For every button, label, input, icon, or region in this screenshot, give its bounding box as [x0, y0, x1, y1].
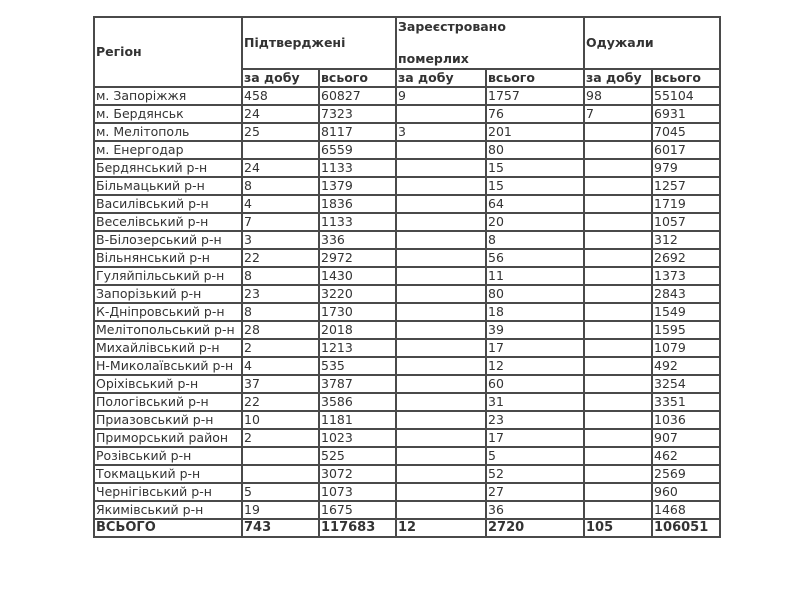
cell-recovered-total: 1549 [652, 303, 720, 321]
cell-confirmed-total: 2018 [319, 321, 396, 339]
cell-confirmed-day: 24 [242, 105, 319, 123]
cell-region: Мелітопольський р-н [94, 321, 242, 339]
cell-confirmed-total: 1730 [319, 303, 396, 321]
subheader-recovered-day: за добу [584, 69, 652, 87]
cell-recovered-day [584, 231, 652, 249]
cell-deaths-day [396, 105, 486, 123]
table-row [94, 321, 720, 339]
total-cell-deaths-day: 12 [396, 519, 486, 537]
cell-region: Василівський р-н [94, 195, 242, 213]
cell-deaths-total: 15 [486, 159, 584, 177]
cell-confirmed-total: 1675 [319, 501, 396, 519]
cell-confirmed-day: 19 [242, 501, 319, 519]
table-row [94, 159, 720, 177]
cell-deaths-day [396, 483, 486, 501]
cell-deaths-total: 1757 [486, 87, 584, 105]
cell-recovered-day [584, 141, 652, 159]
cell-recovered-total: 312 [652, 231, 720, 249]
cell-recovered-total: 907 [652, 429, 720, 447]
subheader-deaths-day: за добу [396, 69, 486, 87]
cell-deaths-day [396, 429, 486, 447]
cell-recovered-total: 1373 [652, 267, 720, 285]
cell-recovered-day [584, 303, 652, 321]
cell-region: Вільнянський р-н [94, 249, 242, 267]
total-cell-confirmed-total: 117683 [319, 519, 396, 537]
cell-recovered-total: 3351 [652, 393, 720, 411]
cell-deaths-day [396, 159, 486, 177]
cell-recovered-day [584, 357, 652, 375]
cell-confirmed-total: 6559 [319, 141, 396, 159]
cell-region: К-Дніпровський р-н [94, 303, 242, 321]
cell-confirmed-day: 22 [242, 393, 319, 411]
cell-recovered-total: 960 [652, 483, 720, 501]
cell-deaths-day [396, 465, 486, 483]
cell-region: Токмацький р-н [94, 465, 242, 483]
cell-confirmed-day: 5 [242, 483, 319, 501]
cell-region: Приморський район [94, 429, 242, 447]
cell-recovered-day: 98 [584, 87, 652, 105]
covid-statistics-table [93, 16, 721, 538]
table-row [94, 375, 720, 393]
table-row [94, 447, 720, 465]
cell-deaths-total: 31 [486, 393, 584, 411]
table-row [94, 429, 720, 447]
cell-recovered-day [584, 123, 652, 141]
cell-deaths-day [396, 357, 486, 375]
cell-deaths-day [396, 501, 486, 519]
total-cell-confirmed-day: 743 [242, 519, 319, 537]
table-row [94, 123, 720, 141]
cell-recovered-total: 2692 [652, 249, 720, 267]
cell-deaths-day [396, 285, 486, 303]
cell-confirmed-total: 1181 [319, 411, 396, 429]
table-row [94, 87, 720, 105]
cell-recovered-total: 979 [652, 159, 720, 177]
total-cell-recovered-total: 106051 [652, 519, 720, 537]
cell-recovered-day [584, 393, 652, 411]
cell-region: м. Бердянськ [94, 105, 242, 123]
cell-deaths-total: 8 [486, 231, 584, 249]
cell-deaths-total: 20 [486, 213, 584, 231]
cell-recovered-day [584, 267, 652, 285]
total-cell-recovered-day: 105 [584, 519, 652, 537]
table-row [94, 213, 720, 231]
cell-confirmed-total: 336 [319, 231, 396, 249]
subheader-deaths-total: всього [486, 69, 584, 87]
cell-confirmed-total: 1836 [319, 195, 396, 213]
cell-deaths-day [396, 195, 486, 213]
header-deaths [396, 17, 584, 69]
cell-recovered-day [584, 375, 652, 393]
cell-confirmed-day: 10 [242, 411, 319, 429]
cell-region: Якимівський р-н [94, 501, 242, 519]
cell-confirmed-total: 8117 [319, 123, 396, 141]
cell-confirmed-day: 25 [242, 123, 319, 141]
cell-recovered-day [584, 429, 652, 447]
cell-confirmed-day: 37 [242, 375, 319, 393]
cell-recovered-total: 1468 [652, 501, 720, 519]
cell-deaths-total: 36 [486, 501, 584, 519]
cell-recovered-day [584, 447, 652, 465]
cell-confirmed-total: 60827 [319, 87, 396, 105]
cell-deaths-total: 27 [486, 483, 584, 501]
cell-recovered-day [584, 411, 652, 429]
header-deaths-line1: Зареєстровано [398, 19, 506, 34]
cell-confirmed-total: 1133 [319, 159, 396, 177]
cell-recovered-total: 2569 [652, 465, 720, 483]
cell-deaths-total: 23 [486, 411, 584, 429]
cell-recovered-total: 7045 [652, 123, 720, 141]
cell-region: Веселівський р-н [94, 213, 242, 231]
cell-confirmed-day [242, 141, 319, 159]
cell-recovered-total: 492 [652, 357, 720, 375]
table-row [94, 411, 720, 429]
cell-recovered-total: 1257 [652, 177, 720, 195]
cell-confirmed-total: 3072 [319, 465, 396, 483]
cell-region: Більмацький р-н [94, 177, 242, 195]
cell-recovered-day [584, 213, 652, 231]
table-row [94, 195, 720, 213]
cell-deaths-day [396, 321, 486, 339]
cell-confirmed-day [242, 447, 319, 465]
cell-region: Запорізький р-н [94, 285, 242, 303]
cell-recovered-day: 7 [584, 105, 652, 123]
total-cell-region: ВСЬОГО [94, 519, 242, 537]
cell-deaths-day [396, 447, 486, 465]
cell-confirmed-total: 2972 [319, 249, 396, 267]
cell-region: Михайлівський р-н [94, 339, 242, 357]
cell-region: Розівський р-н [94, 447, 242, 465]
cell-confirmed-total: 3787 [319, 375, 396, 393]
cell-deaths-day: 9 [396, 87, 486, 105]
cell-deaths-day [396, 375, 486, 393]
subheader-confirmed-day: за добу [242, 69, 319, 87]
cell-region: В-Білозерський р-н [94, 231, 242, 249]
cell-region: Гуляйпільський р-н [94, 267, 242, 285]
table-row [94, 249, 720, 267]
cell-confirmed-day: 2 [242, 339, 319, 357]
cell-region: Н-Миколаївський р-н [94, 357, 242, 375]
cell-region: Оріхівський р-н [94, 375, 242, 393]
cell-recovered-total: 6931 [652, 105, 720, 123]
cell-recovered-total: 1719 [652, 195, 720, 213]
cell-recovered-total: 1079 [652, 339, 720, 357]
cell-confirmed-day: 28 [242, 321, 319, 339]
cell-confirmed-day: 22 [242, 249, 319, 267]
cell-confirmed-day: 2 [242, 429, 319, 447]
cell-region: Приазовський р-н [94, 411, 242, 429]
cell-recovered-day [584, 465, 652, 483]
subheader-recovered-total: всього [652, 69, 720, 87]
cell-confirmed-day: 4 [242, 357, 319, 375]
cell-recovered-day [584, 339, 652, 357]
cell-confirmed-total: 535 [319, 357, 396, 375]
cell-recovered-day [584, 483, 652, 501]
cell-confirmed-day: 458 [242, 87, 319, 105]
cell-deaths-total: 56 [486, 249, 584, 267]
cell-confirmed-total: 1023 [319, 429, 396, 447]
cell-deaths-total: 17 [486, 429, 584, 447]
cell-confirmed-total: 525 [319, 447, 396, 465]
cell-confirmed-day: 8 [242, 303, 319, 321]
cell-region: Бердянський р-н [94, 159, 242, 177]
cell-deaths-total: 64 [486, 195, 584, 213]
cell-deaths-day [396, 411, 486, 429]
cell-recovered-day [584, 249, 652, 267]
cell-confirmed-total: 3220 [319, 285, 396, 303]
cell-deaths-total: 52 [486, 465, 584, 483]
table-row [94, 303, 720, 321]
header-row-groups [94, 17, 720, 69]
header-recovered: Одужали [584, 17, 720, 69]
cell-recovered-total: 2843 [652, 285, 720, 303]
header-deaths-line2: померлих [398, 51, 469, 66]
table-row [94, 231, 720, 249]
cell-deaths-total: 39 [486, 321, 584, 339]
table-row [94, 501, 720, 519]
cell-recovered-total: 55104 [652, 87, 720, 105]
cell-deaths-total: 17 [486, 339, 584, 357]
table-row [94, 285, 720, 303]
cell-recovered-day [584, 321, 652, 339]
cell-confirmed-day: 3 [242, 231, 319, 249]
cell-confirmed-day: 4 [242, 195, 319, 213]
cell-region: Чернігівський р-н [94, 483, 242, 501]
cell-deaths-day [396, 141, 486, 159]
cell-recovered-total: 1595 [652, 321, 720, 339]
cell-deaths-day [396, 303, 486, 321]
cell-deaths-day [396, 267, 486, 285]
cell-deaths-day [396, 393, 486, 411]
table-row [94, 465, 720, 483]
cell-confirmed-total: 1430 [319, 267, 396, 285]
cell-recovered-day [584, 285, 652, 303]
cell-region: м. Запоріжжя [94, 87, 242, 105]
table-row [94, 105, 720, 123]
table-row [94, 393, 720, 411]
cell-deaths-day [396, 213, 486, 231]
cell-deaths-total: 80 [486, 285, 584, 303]
cell-deaths-total: 201 [486, 123, 584, 141]
total-cell-deaths-total: 2720 [486, 519, 584, 537]
cell-recovered-total: 3254 [652, 375, 720, 393]
subheader-confirmed-total: всього [319, 69, 396, 87]
table-row [94, 141, 720, 159]
cell-confirmed-total: 3586 [319, 393, 396, 411]
cell-deaths-total: 15 [486, 177, 584, 195]
cell-deaths-total: 12 [486, 357, 584, 375]
cell-deaths-total: 60 [486, 375, 584, 393]
table-row [94, 177, 720, 195]
cell-confirmed-total: 7323 [319, 105, 396, 123]
table-row [94, 339, 720, 357]
table-row [94, 357, 720, 375]
cell-confirmed-total: 1379 [319, 177, 396, 195]
cell-deaths-total: 80 [486, 141, 584, 159]
cell-recovered-day [584, 159, 652, 177]
cell-region: м. Енергодар [94, 141, 242, 159]
cell-confirmed-day: 7 [242, 213, 319, 231]
cell-confirmed-day: 24 [242, 159, 319, 177]
cell-recovered-day [584, 177, 652, 195]
cell-deaths-day [396, 249, 486, 267]
cell-recovered-day [584, 195, 652, 213]
cell-deaths-total: 18 [486, 303, 584, 321]
cell-deaths-total: 5 [486, 447, 584, 465]
table-row [94, 483, 720, 501]
cell-region: м. Мелітополь [94, 123, 242, 141]
cell-deaths-total: 76 [486, 105, 584, 123]
cell-recovered-total: 462 [652, 447, 720, 465]
cell-confirmed-day: 8 [242, 267, 319, 285]
cell-confirmed-day: 8 [242, 177, 319, 195]
cell-recovered-day [584, 501, 652, 519]
table-row [94, 267, 720, 285]
cell-deaths-day [396, 177, 486, 195]
header-region: Регіон [94, 17, 242, 87]
cell-recovered-total: 1036 [652, 411, 720, 429]
cell-region: Пологівський р-н [94, 393, 242, 411]
cell-deaths-day [396, 339, 486, 357]
cell-confirmed-day [242, 465, 319, 483]
cell-confirmed-total: 1073 [319, 483, 396, 501]
cell-confirmed-total: 1213 [319, 339, 396, 357]
header-confirmed: Підтверджені [242, 17, 396, 69]
cell-deaths-day [396, 231, 486, 249]
total-row [94, 519, 720, 537]
cell-recovered-total: 6017 [652, 141, 720, 159]
cell-confirmed-total: 1133 [319, 213, 396, 231]
cell-recovered-total: 1057 [652, 213, 720, 231]
cell-deaths-total: 11 [486, 267, 584, 285]
cell-confirmed-day: 23 [242, 285, 319, 303]
cell-deaths-day: 3 [396, 123, 486, 141]
